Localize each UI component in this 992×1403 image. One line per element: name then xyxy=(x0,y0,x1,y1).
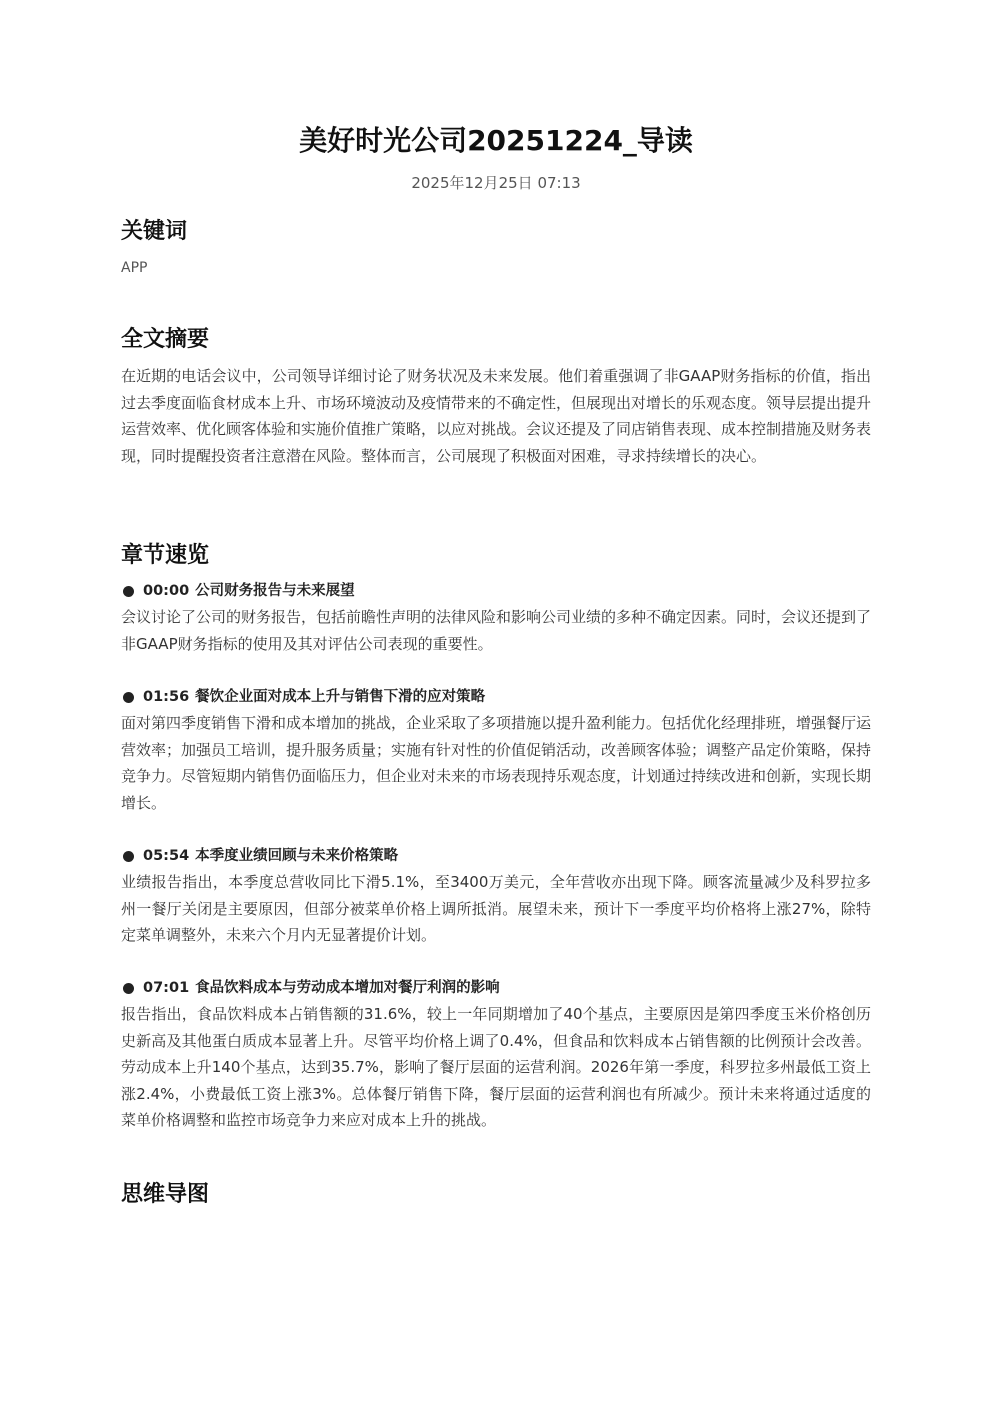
summary-heading: 全文摘要 xyxy=(121,327,210,352)
document-title: 美好时光公司20251224_导读 xyxy=(299,124,693,157)
bullet-icon xyxy=(123,983,134,994)
chapter-heading-text: 餐饮企业面对成本上升与销售下滑的应对策略 xyxy=(195,689,486,705)
bullet-icon xyxy=(123,586,134,597)
chapter-text: 面对第四季度销售下滑和成本增加的挑战，企业采取了多项措施以提升盈利能力。包括优化经理排班，增强餐厅运营效率；加强员工培训，提升服务质量；实施有针对性的价值促销活动，改善顾客体验；调整产品定价策略，保持竞争力。尽管短期内销售仍面临压力，但企业对未来的市场表现持乐观态度，计划通过持续改进和创新，实现长期增长。 xyxy=(121,714,872,812)
chapter-title xyxy=(121,686,485,708)
chapter-heading-text: 食品饮料成本与劳动成本增加对餐厅利润的影响 xyxy=(195,980,500,996)
chapter-title xyxy=(121,977,500,999)
keywords-heading: 关键词 xyxy=(121,219,188,244)
chapter-heading-text: 本季度业绩回顾与未来价格策略 xyxy=(195,848,399,864)
chapter-text: 报告指出，食品饮料成本占销售额的31.6%，较上一年同期增加了40个基点，主要原因是第四季度玉米价格创历史新高及其他蛋白质成本显著上升。尽管平均价格上调了0.4%，但食品和饮料成本占销售额的比例预计会改善。劳动成本上升140个基点，达到35.7%，影响了餐厅层面的运营利润。2026年第一季度，科罗拉多州最低工资上涨2.4%，小费最低工资上涨3%。总体餐厅销售下降，餐厅层面的运营利润也有所减少。预计未来将通过适度的菜单价格调整和监控市场竞争力来应对成本上升的挑战。 xyxy=(121,1005,871,1129)
chapter-heading-text: 公司财务报告与未来展望 xyxy=(195,583,355,599)
chapter-text: 会议讨论了公司的财务报告，包括前瞻性声明的法律风险和影响公司业绩的多种不确定因素。同时，会议还提到了非GAAP财务指标的使用及其对评估公司表现的重要性。 xyxy=(121,608,872,653)
chapter-text: 业绩报告指出，本季度总营收同比下滑5.1%，至3400万美元，全年营收亦出现下降。顾客流量减少及科罗拉多州一餐厅关闭是主要原因，但部分被菜单价格上调所抵消。展望未来，预计下一季度平均价格将上涨27%，除特定菜单调整外，未来六个月内无显著提价计划。 xyxy=(121,873,871,944)
keyword-item: APP xyxy=(121,260,148,276)
mindmap-heading: 思维导图 xyxy=(121,1182,210,1207)
summary-text: 在近期的电话会议中，公司领导详细讨论了财务状况及未来发展。他们着重强调了非GAAP财务指标的价值，指出过去季度面临食材成本上升、市场环境波动及疫情带来的不确定性，但展现出对增长的乐观态度。领导层提出提升运营效率、优化顾客体验和实施价值推广策略，以应对挑战。会议还提及了同店销售表现、成本控制措施及财务表现，同时提醒投资者注意潜在风险。整体而言，公司展现了积极面对困难，寻求持续增长的决心。 xyxy=(121,367,872,465)
chapter-time: 07:01 xyxy=(143,980,190,996)
chapter-time: 01:56 xyxy=(143,689,190,705)
chapter-time: 00:00 xyxy=(143,583,190,599)
chapter-title xyxy=(121,845,398,867)
chapter-time: 05:54 xyxy=(143,848,190,864)
bullet-icon xyxy=(123,692,134,703)
document-date: 2025年12月25日 07:13 xyxy=(411,174,581,192)
bullet-icon xyxy=(123,851,134,862)
chapters-heading: 章节速览 xyxy=(121,543,210,568)
chapter-title xyxy=(121,580,355,602)
